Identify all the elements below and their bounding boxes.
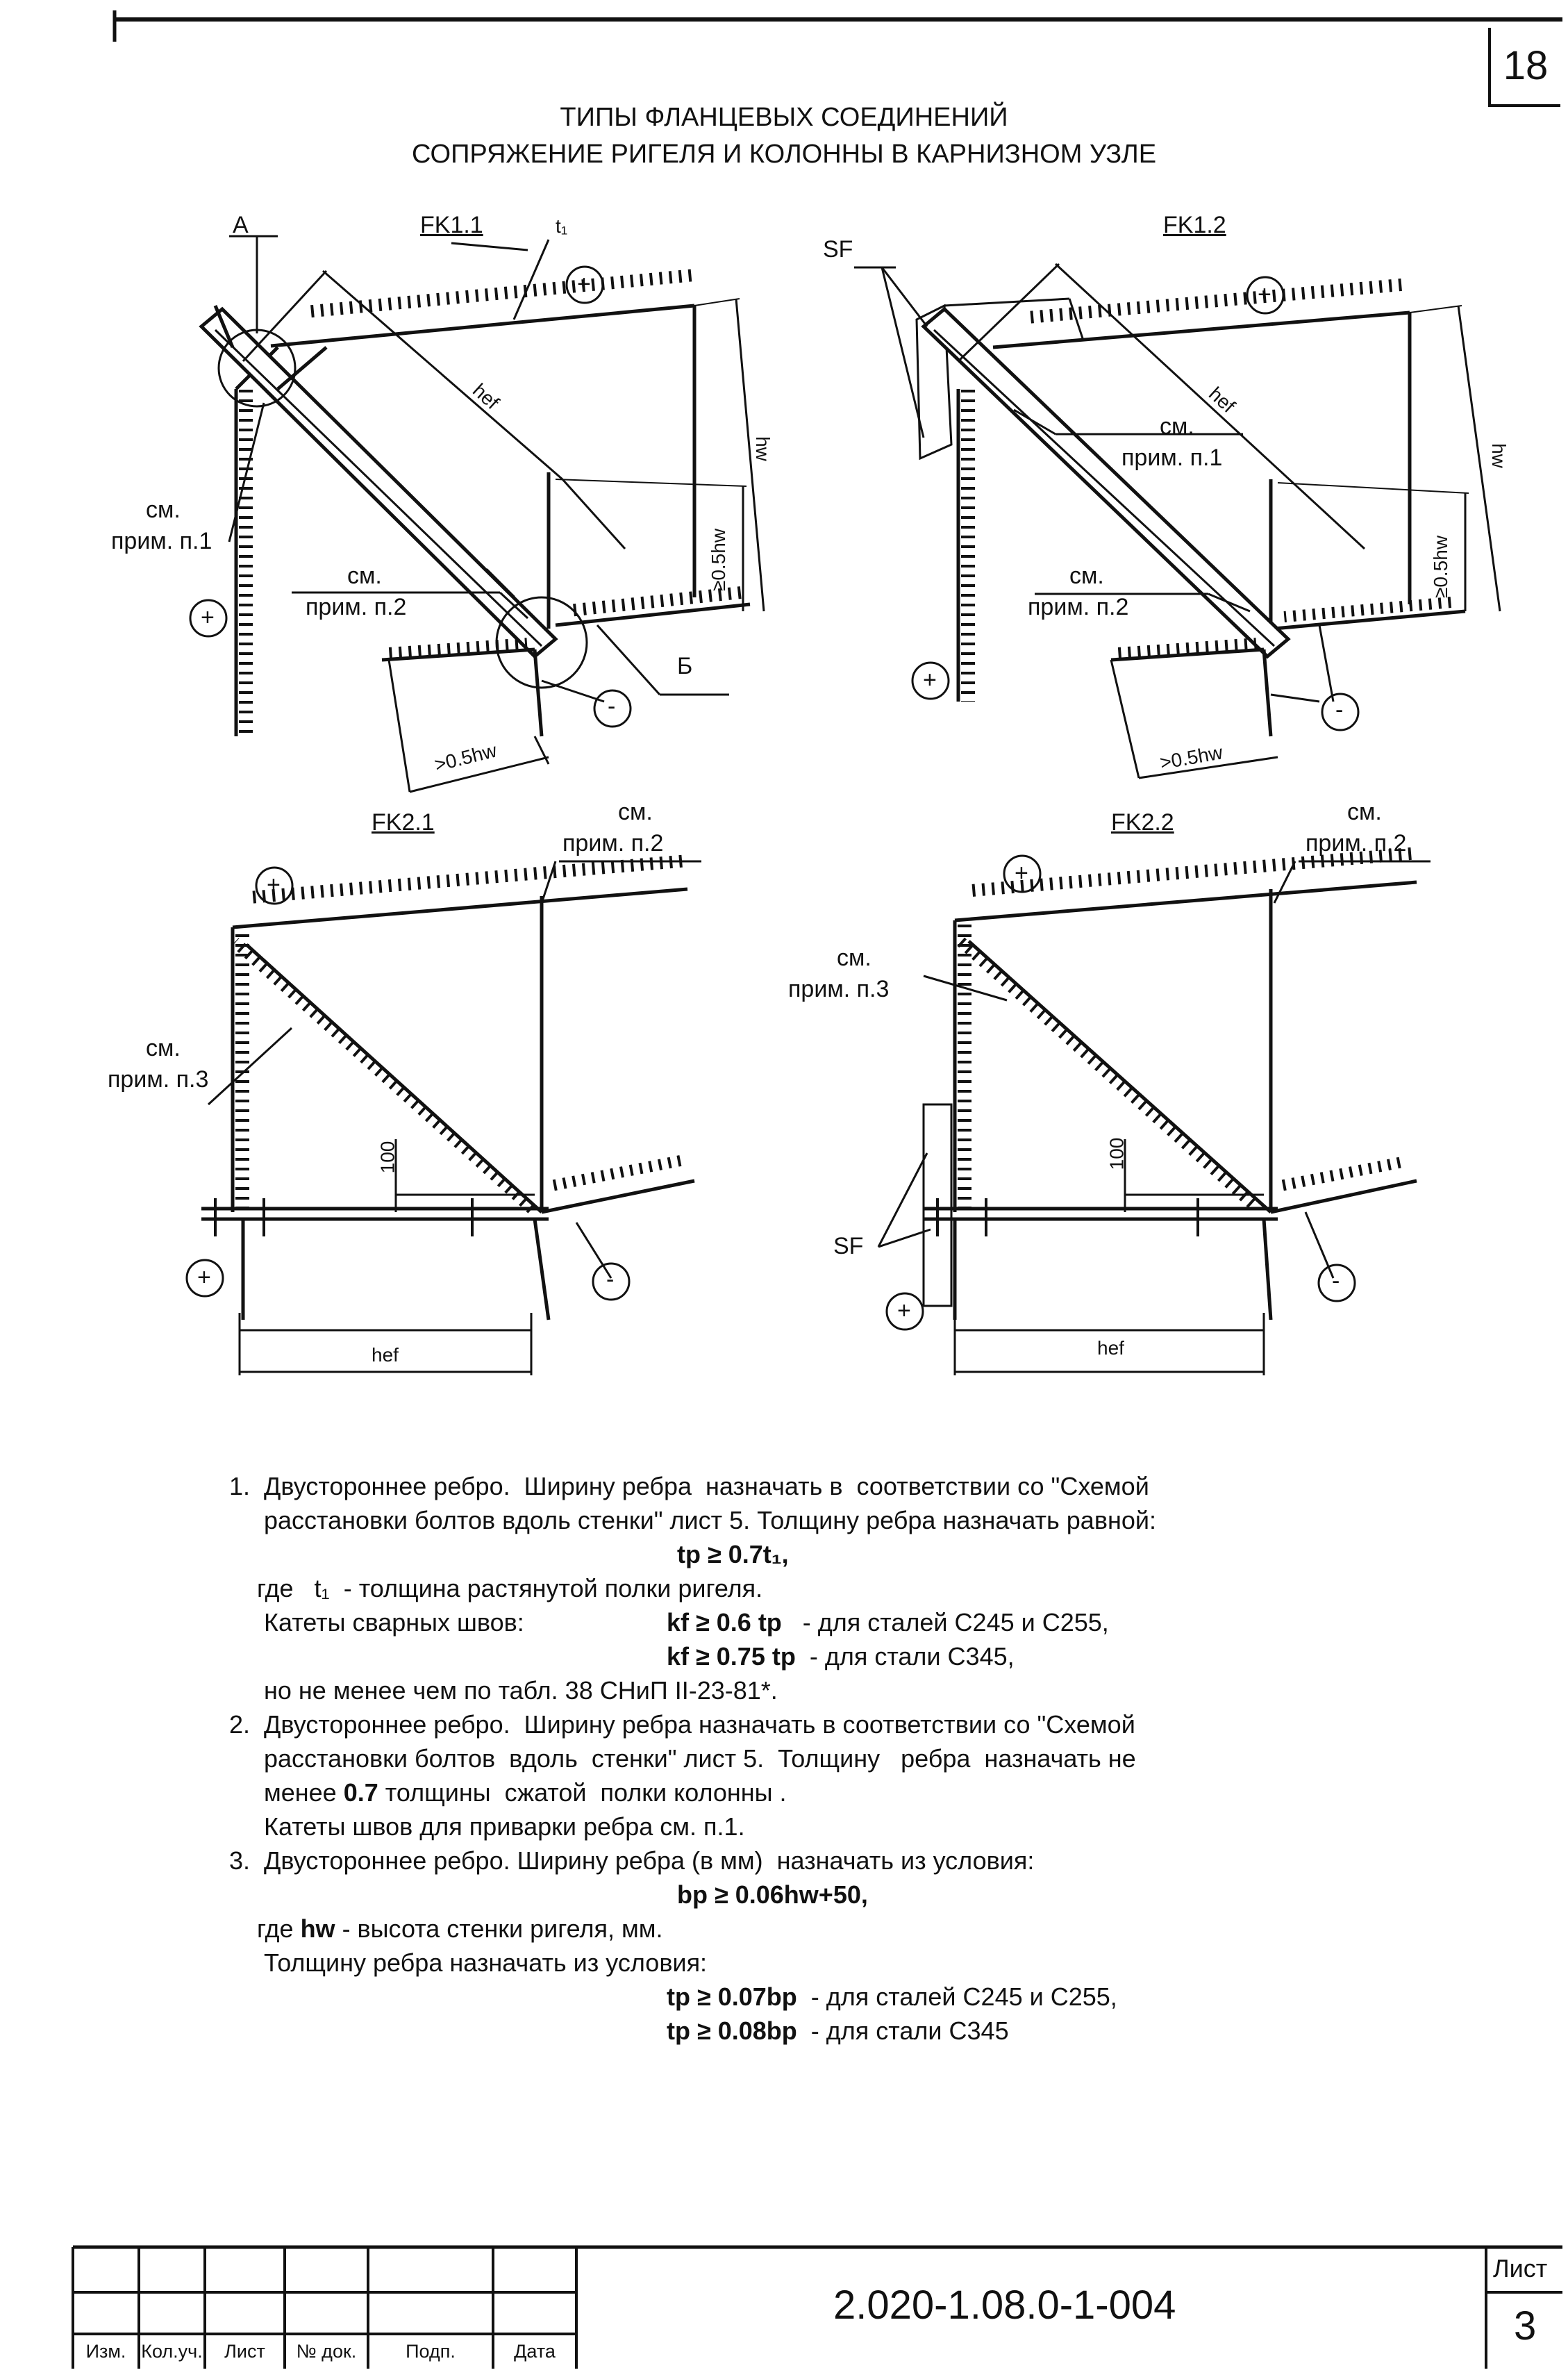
fk11-note1-line2: прим. п.1 — [111, 528, 212, 554]
note2-line3-a: менее — [229, 1778, 344, 1807]
fk12-plus-top: + — [1258, 281, 1271, 308]
diagram-fk22-drawing — [878, 847, 1431, 1375]
note3-line2-a: где — [229, 1914, 301, 1943]
fk22-label-100: 100 — [1106, 1137, 1128, 1170]
fk21-note2-line2: прим. п.2 — [562, 830, 664, 856]
note3-line3: Толщину ребра назначать из условия: — [229, 1948, 708, 1977]
note2-line3 — [229, 1775, 1410, 1809]
fk22-minus: - — [1332, 1268, 1340, 1294]
stamp-col-podp: Подп. — [406, 2341, 456, 2362]
stamp-sheet-label: Лист — [1493, 2254, 1548, 2283]
fk12-label-hef: hef — [1204, 383, 1240, 417]
note1-line1: 1. Двустороннее ребро. Ширину ребра назначать в соответствии со "Схемой — [229, 1472, 1149, 1500]
fk22-title: FK2.2 — [1111, 809, 1174, 836]
fk11-title: FK1.1 — [420, 212, 483, 238]
note1-line5 — [229, 1639, 1410, 1673]
notes-block — [229, 1469, 1410, 2048]
fk12-label-05hw-bottom: >0.5hw — [1158, 741, 1224, 774]
page-title-line2: СОПРЯЖЕНИЕ РИГЕЛЯ И КОЛОННЫ В КАРНИЗНОМ УЗЛЕ — [411, 140, 1157, 169]
page-title-line1: ТИПЫ ФЛАНЦЕВЫХ СОЕДИНЕНИЙ — [560, 103, 1008, 132]
note1-formula-kf2: kf ≥ 0.75 tp — [667, 1642, 796, 1671]
note3-tp1-desc: - для сталей С245 и С255, — [796, 1982, 1117, 2011]
note3-formula-tp2: tp ≥ 0.08bp — [667, 2016, 797, 2045]
fk11-label-b: Б — [677, 653, 693, 679]
note1-formula-tp: tp ≥ 0.7t₁, — [677, 1540, 789, 1568]
fk11-note2-line2: прим. п.2 — [306, 594, 407, 620]
page-number: 18 — [1488, 28, 1560, 107]
fk22-label-hef: hef — [1097, 1337, 1124, 1359]
fk11-minus: - — [608, 693, 616, 720]
fk12-label-05hw: ≥0.5hw — [1430, 535, 1452, 599]
note3-formula-tp1: tp ≥ 0.07bp — [667, 1982, 797, 2011]
fk11-label-05hw-bottom: >0.5hw — [432, 739, 499, 776]
fk21-plus-left: + — [197, 1264, 211, 1291]
fk12-title: FK1.2 — [1163, 212, 1226, 238]
note1-formula-kf1: kf ≥ 0.6 tp — [667, 1608, 782, 1637]
fk12-note2-line1: см. — [1069, 563, 1104, 589]
note3-formula-bp: bp ≥ 0.06hw+50, — [677, 1880, 868, 1909]
fk11-note2-line1: см. — [347, 563, 382, 589]
note1-welds-label: Катеты сварных швов: — [229, 1608, 524, 1637]
fk22-note2-line1: см. — [1347, 799, 1382, 825]
fk21-note2-line1: см. — [618, 799, 653, 825]
fk12-note1-line1: см. — [1160, 413, 1194, 440]
fk21-title: FK2.1 — [372, 809, 435, 836]
fk11-label-hef: hef — [468, 379, 503, 414]
fk21-note3-line1: см. — [146, 1035, 181, 1061]
note2-line4: Катеты швов для приварки ребра см. п.1. — [229, 1812, 745, 1841]
fk22-note2-line2: прим. п.2 — [1306, 830, 1407, 856]
note1-kf2-desc: - для стали С345, — [795, 1642, 1015, 1671]
note3-line2 — [229, 1912, 1410, 1946]
stamp-col-list: Лист — [224, 2341, 265, 2362]
note2-line1: 2. Двустороннее ребро. Ширину ребра назначать в соответствии со "Схемой — [229, 1710, 1135, 1739]
stamp-col-izm: Изм. — [85, 2341, 126, 2362]
note2-line3-c: толщины сжатой полки колонны . — [378, 1778, 787, 1807]
document-code: 2.020-1.08.0-1-004 — [833, 2283, 1176, 2328]
fk21-plus-top: + — [267, 872, 281, 898]
fk22-note3-line1: см. — [837, 945, 871, 971]
note1-kf1-desc: - для сталей С245 и С255, — [781, 1608, 1109, 1637]
fk12-label-sf: SF — [823, 236, 853, 263]
note3-line1: 3. Двустороннее ребро. Ширину ребра (в мм) назначать из условия: — [229, 1846, 1035, 1875]
note1-line3: где t₁ - толщина растянутой полки ригеля. — [229, 1574, 763, 1602]
fk22-plus-top: + — [1015, 860, 1028, 886]
fk12-note2-line2: прим. п.2 — [1028, 594, 1129, 620]
note2-line2: расстановки болтов вдоль стенки" лист 5. Толщину ребра назначать не — [229, 1744, 1136, 1773]
stamp-col-koluch: Кол.уч. — [141, 2341, 203, 2362]
fk11-label-a: A — [233, 212, 249, 238]
fk11-note1-line1: см. — [146, 497, 181, 523]
fk12-minus: - — [1335, 697, 1344, 723]
fk11-plus-top: + — [577, 271, 591, 297]
diagram-fk12-drawing — [854, 264, 1500, 778]
diagram-fk11-drawing — [190, 236, 764, 792]
note1-line4 — [229, 1605, 1410, 1639]
fk22-note3-line2: прим. п.3 — [788, 976, 890, 1002]
diagram-fk21-drawing — [187, 854, 701, 1375]
fk11-label-hw: hw — [751, 436, 774, 461]
note3-line2-b: hw — [300, 1914, 335, 1943]
note1-line2: расстановки болтов вдоль стенки" лист 5. Толщину ребра назначать равной: — [229, 1506, 1156, 1534]
note3-line2-c: - высота стенки ригеля, мм. — [335, 1914, 663, 1943]
note3-tp2-desc: - для стали С345 — [796, 2016, 1009, 2045]
fk22-plus-left: + — [897, 1298, 911, 1324]
fk21-label-100: 100 — [376, 1141, 399, 1174]
fk22-label-sf: SF — [833, 1233, 864, 1259]
fk12-note1-line2: прим. п.1 — [1121, 445, 1223, 471]
stamp-col-data: Дата — [514, 2341, 556, 2362]
fk21-note3-line2: прим. п.3 — [108, 1066, 209, 1093]
fk21-minus: - — [606, 1266, 615, 1293]
fk11-label-05hw: ≥0.5hw — [708, 528, 730, 592]
note1-line6: но не менее чем по табл. 38 СНиП II-23-81*. — [229, 1676, 778, 1705]
stamp-col-ndok: № док. — [296, 2341, 357, 2362]
stamp-sheet-number: 3 — [1514, 2303, 1537, 2349]
note3-line4 — [229, 1980, 1410, 2014]
fk12-plus-left: + — [923, 667, 937, 693]
fk12-label-hw: hw — [1487, 443, 1510, 468]
fk11-label-t1: t₁ — [556, 215, 568, 237]
note3-line5 — [229, 2014, 1410, 2048]
fk21-label-hef: hef — [372, 1344, 399, 1366]
note2-line3-b: 0.7 — [343, 1778, 378, 1807]
fk11-plus-left: + — [201, 604, 215, 631]
